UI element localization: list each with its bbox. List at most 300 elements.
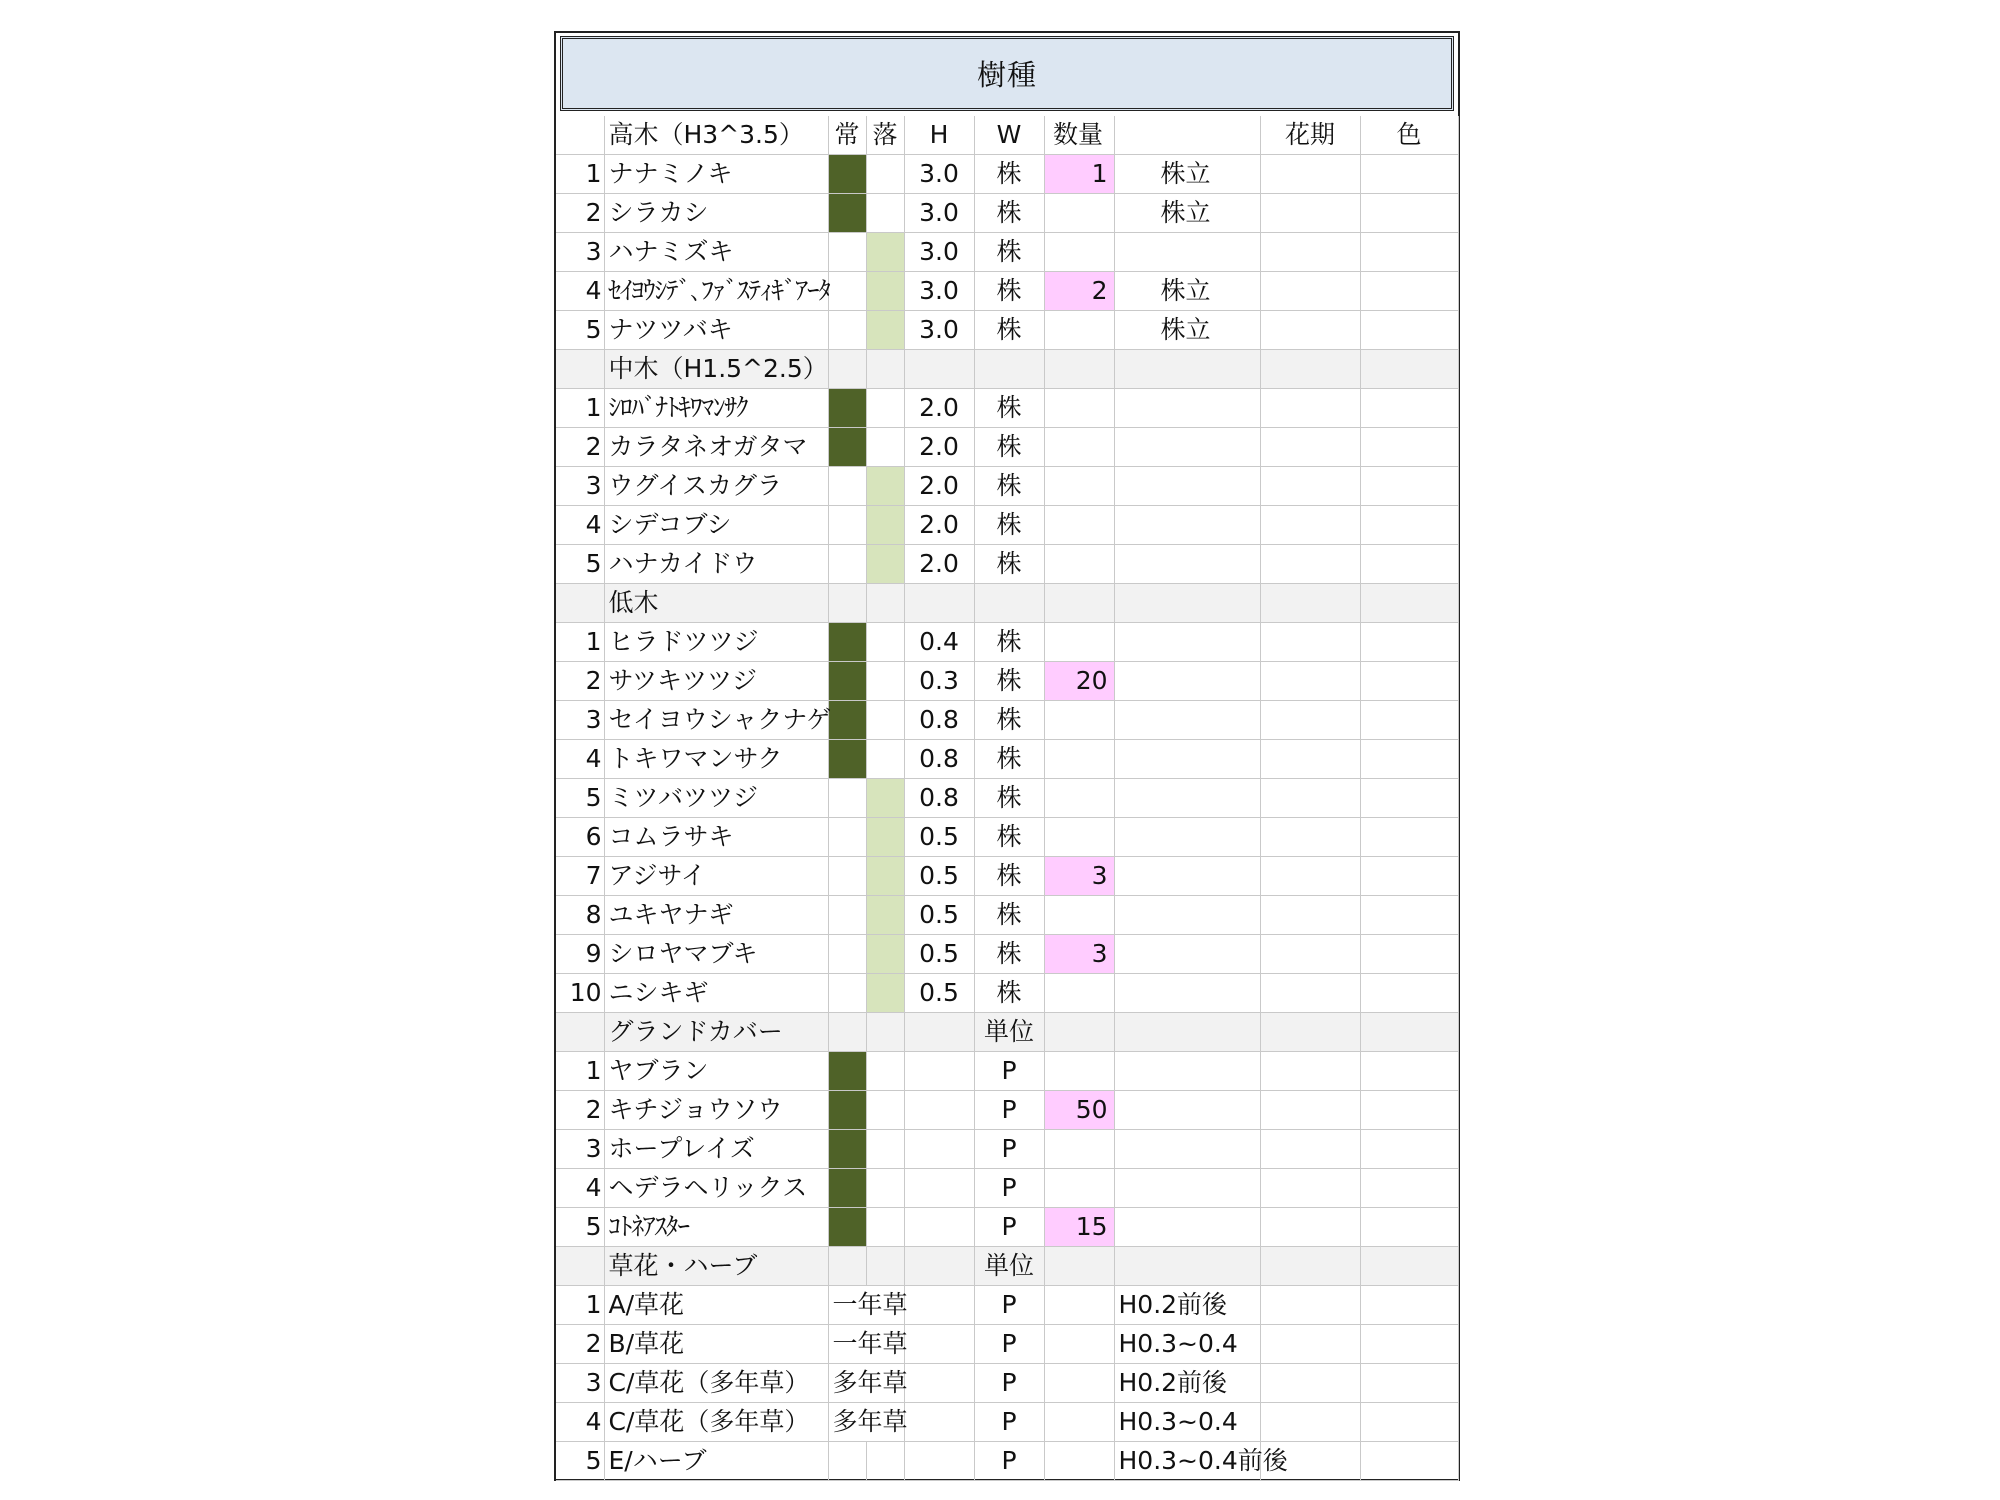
evergreen-marker [828,662,866,701]
quantity-value [1044,1364,1114,1403]
section-cell [828,350,866,389]
header-evergreen: 常 [828,116,866,155]
evergreen-marker [828,233,866,272]
height-value: 0.5 [904,974,974,1013]
row-number: 4 [556,1169,604,1208]
section-cell [1114,584,1260,623]
height-value [904,1325,974,1364]
note-value: H0.2前後 [1114,1286,1260,1325]
unit-value: P [974,1364,1044,1403]
flowering-period-value [1260,896,1360,935]
note-value [1114,545,1260,584]
row-number: 4 [556,272,604,311]
flowering-period-value [1260,662,1360,701]
species-name: シロヤマブキ [604,935,828,974]
note-value [1114,467,1260,506]
species-name: A/草花 [604,1286,828,1325]
deciduous-marker [866,389,904,428]
species-name: ハナミズキ [604,233,828,272]
note-value: H0.2前後 [1114,1364,1260,1403]
unit-value: 株 [974,896,1044,935]
flowering-period-value [1260,506,1360,545]
evergreen-marker [828,389,866,428]
quantity-value: 3 [1044,857,1114,896]
species-name: ヘデラヘリックス [604,1169,828,1208]
evergreen-marker [828,194,866,233]
species-name: カラタネオガタマ [604,428,828,467]
color-value [1360,779,1458,818]
species-name: ｼﾛﾊﾞﾅﾄｷﾜﾏﾝｻｸ [604,389,828,428]
species-name: キチジョウソウ [604,1091,828,1130]
evergreen-marker [828,428,866,467]
unit-value: 株 [974,935,1044,974]
species-name: B/草花 [604,1325,828,1364]
evergreen-marker [828,1442,866,1481]
species-name: ホープレイズ [604,1130,828,1169]
row-number: 1 [556,389,604,428]
flowering-period-value [1260,740,1360,779]
section-unit-label [974,584,1044,623]
flowering-period-value [1260,1091,1360,1130]
height-value [904,1091,974,1130]
header-h: H [904,116,974,155]
unit-value: P [974,1403,1044,1442]
unit-value: P [974,1442,1044,1481]
header-row [556,116,1458,155]
quantity-value [1044,1052,1114,1091]
unit-value: 株 [974,389,1044,428]
section-title: 草花・ハーブ [604,1247,828,1286]
section-cell [556,584,604,623]
deciduous-marker [866,740,904,779]
note-value: 株立 [1114,155,1260,194]
flowering-period-value [1260,155,1360,194]
evergreen-marker [828,935,866,974]
unit-value: P [974,1130,1044,1169]
section-cell [1044,1013,1114,1052]
row-number: 5 [556,1442,604,1481]
section-title: グランドカバー [604,1013,828,1052]
table-row [556,233,1458,272]
table-row [556,857,1458,896]
section-cell [1360,1013,1458,1052]
row-number: 10 [556,974,604,1013]
color-value [1360,545,1458,584]
color-value [1360,1130,1458,1169]
row-number: 7 [556,857,604,896]
section-unit-label [974,350,1044,389]
species-name: トキワマンサク [604,740,828,779]
section-cell [828,1013,866,1052]
evergreen-marker [828,1091,866,1130]
species-name: コムラサキ [604,818,828,857]
evergreen-marker [828,857,866,896]
section-cell [1260,584,1360,623]
deciduous-marker [866,974,904,1013]
section-title: 中木（H1.5^2.5） [604,350,828,389]
quantity-value [1044,896,1114,935]
evergreen-marker [828,155,866,194]
species-name: ハナカイドウ [604,545,828,584]
unit-value: 株 [974,311,1044,350]
evergreen-marker [828,545,866,584]
row-number: 3 [556,1130,604,1169]
deciduous-marker [866,1208,904,1247]
flowering-period-value [1260,857,1360,896]
quantity-value [1044,1130,1114,1169]
row-number: 9 [556,935,604,974]
table-row [556,155,1458,194]
color-value [1360,740,1458,779]
note-value [1114,623,1260,662]
quantity-value: 50 [1044,1091,1114,1130]
flowering-period-value [1260,272,1360,311]
note-value [1114,974,1260,1013]
unit-value: 株 [974,233,1044,272]
unit-value: P [974,1169,1044,1208]
row-number: 1 [556,155,604,194]
height-value: 2.0 [904,428,974,467]
table-row [556,701,1458,740]
height-value: 2.0 [904,389,974,428]
section-cell [556,1013,604,1052]
note-value [1114,662,1260,701]
section-cell [1114,1247,1260,1286]
evergreen-marker [828,1052,866,1091]
table-row [556,623,1458,662]
unit-value: P [974,1325,1044,1364]
unit-value: 株 [974,974,1044,1013]
table-row [556,1130,1458,1169]
unit-value: 株 [974,272,1044,311]
quantity-value: 3 [1044,935,1114,974]
table-row [556,1442,1458,1481]
height-value: 3.0 [904,194,974,233]
height-value: 2.0 [904,506,974,545]
section-cell [866,584,904,623]
color-value [1360,272,1458,311]
height-value [904,1208,974,1247]
color-value [1360,155,1458,194]
note-value [1114,506,1260,545]
note-value: 株立 [1114,272,1260,311]
species-name: セイヨウシャクナゲ [604,701,828,740]
deciduous-marker [866,1091,904,1130]
flowering-period-value [1260,545,1360,584]
flowering-period-value [1260,467,1360,506]
table-row [556,1286,1458,1325]
plant-type: 一年草 [828,1325,904,1364]
evergreen-marker [828,896,866,935]
deciduous-marker [866,545,904,584]
deciduous-marker [866,935,904,974]
section-cell [1360,350,1458,389]
table-row [556,662,1458,701]
quantity-value [1044,623,1114,662]
flowering-period-value [1260,389,1360,428]
note-value [1114,896,1260,935]
height-value: 3.0 [904,311,974,350]
quantity-value [1044,1403,1114,1442]
height-value [904,1364,974,1403]
height-value: 0.3 [904,662,974,701]
deciduous-marker [866,272,904,311]
row-number: 3 [556,1364,604,1403]
row-number: 3 [556,701,604,740]
row-number: 1 [556,1286,604,1325]
note-value [1114,701,1260,740]
row-number: 5 [556,311,604,350]
deciduous-marker [866,701,904,740]
flowering-period-value [1260,1208,1360,1247]
color-value [1360,1442,1458,1481]
color-value [1360,1325,1458,1364]
plant-type: 多年草 [828,1364,904,1403]
flowering-period-value [1260,1325,1360,1364]
table-row [556,467,1458,506]
color-value [1360,662,1458,701]
unit-value: 株 [974,857,1044,896]
note-value [1114,818,1260,857]
flowering-period-value [1260,974,1360,1013]
table-row [556,1325,1458,1364]
evergreen-marker [828,974,866,1013]
table-row [556,506,1458,545]
section-cell [904,1247,974,1286]
table-row [556,1208,1458,1247]
note-value: H0.3~0.4 [1114,1403,1260,1442]
section-row [556,584,1458,623]
note-value [1114,1169,1260,1208]
note-value [1114,857,1260,896]
species-name: アジサイ [604,857,828,896]
species-name: ウグイスカグラ [604,467,828,506]
species-table-body [556,116,1458,1481]
evergreen-marker [828,623,866,662]
species-name: C/草花（多年草） [604,1364,828,1403]
quantity-value [1044,1442,1114,1481]
section-unit-label: 単位 [974,1247,1044,1286]
species-name: シラカシ [604,194,828,233]
color-value [1360,623,1458,662]
quantity-value [1044,233,1114,272]
row-number: 8 [556,896,604,935]
height-value [904,1442,974,1481]
species-name: シデコブシ [604,506,828,545]
note-value: H0.3~0.4前後 [1114,1442,1260,1481]
evergreen-marker [828,701,866,740]
deciduous-marker [866,1052,904,1091]
note-value [1114,1091,1260,1130]
color-value [1360,701,1458,740]
height-value: 0.5 [904,818,974,857]
flowering-period-value [1260,623,1360,662]
header-deciduous: 落 [866,116,904,155]
color-value [1360,857,1458,896]
quantity-value [1044,974,1114,1013]
deciduous-marker [866,662,904,701]
species-name: ナツツバキ [604,311,828,350]
quantity-value [1044,701,1114,740]
table-row [556,1403,1458,1442]
table-row [556,974,1458,1013]
table-row [556,272,1458,311]
row-number: 4 [556,506,604,545]
color-value [1360,974,1458,1013]
note-value [1114,935,1260,974]
header-blank-2 [1114,116,1260,155]
quantity-value [1044,428,1114,467]
flowering-period-value [1260,194,1360,233]
quantity-value: 1 [1044,155,1114,194]
color-value [1360,1286,1458,1325]
unit-value: P [974,1286,1044,1325]
deciduous-marker [866,233,904,272]
height-value: 0.5 [904,857,974,896]
species-name: ミツバツツジ [604,779,828,818]
height-value: 2.0 [904,467,974,506]
section-cell [1360,1247,1458,1286]
height-value: 0.5 [904,935,974,974]
table-row [556,818,1458,857]
note-value [1114,779,1260,818]
species-name: ヒラドツツジ [604,623,828,662]
deciduous-marker [866,1169,904,1208]
row-number: 5 [556,779,604,818]
note-value [1114,1208,1260,1247]
height-value: 0.8 [904,701,974,740]
section-cell [1044,1247,1114,1286]
plant-type: 一年草 [828,1286,904,1325]
deciduous-marker [866,1130,904,1169]
deciduous-marker [866,311,904,350]
color-value [1360,428,1458,467]
section-cell [1114,1013,1260,1052]
flowering-period-value [1260,1403,1360,1442]
header-color: 色 [1360,116,1458,155]
section-cell [1044,584,1114,623]
flowering-period-value [1260,1052,1360,1091]
note-value [1114,233,1260,272]
color-value [1360,389,1458,428]
table-row [556,428,1458,467]
unit-value: 株 [974,740,1044,779]
table-row [556,311,1458,350]
unit-value: 株 [974,467,1044,506]
quantity-value [1044,194,1114,233]
evergreen-marker [828,467,866,506]
row-number: 2 [556,1091,604,1130]
quantity-value [1044,467,1114,506]
row-number: 2 [556,194,604,233]
quantity-value: 2 [1044,272,1114,311]
unit-value: 株 [974,818,1044,857]
deciduous-marker [866,623,904,662]
quantity-value [1044,311,1114,350]
section-cell [1260,1247,1360,1286]
color-value [1360,194,1458,233]
flowering-period-value [1260,1169,1360,1208]
note-value: H0.3~0.4 [1114,1325,1260,1364]
unit-value: 株 [974,662,1044,701]
deciduous-marker [866,857,904,896]
note-value [1114,740,1260,779]
table-row [556,1364,1458,1403]
unit-value: P [974,1208,1044,1247]
flowering-period-value [1260,935,1360,974]
color-value [1360,1091,1458,1130]
flowering-period-value [1260,311,1360,350]
section-cell [556,1247,604,1286]
evergreen-marker [828,272,866,311]
quantity-value [1044,389,1114,428]
evergreen-marker [828,818,866,857]
species-table [556,116,1459,1481]
species-name: ユキヤナギ [604,896,828,935]
flowering-period-value [1260,818,1360,857]
color-value [1360,896,1458,935]
evergreen-marker [828,506,866,545]
section-cell [904,1013,974,1052]
unit-value: 株 [974,194,1044,233]
section-cell [1114,350,1260,389]
height-value: 3.0 [904,233,974,272]
species-name: ヤブラン [604,1052,828,1091]
section-row [556,1247,1458,1286]
height-value: 3.0 [904,155,974,194]
section-cell [1044,350,1114,389]
deciduous-marker [866,779,904,818]
section-cell [1260,1013,1360,1052]
height-value [904,1130,974,1169]
evergreen-marker [828,311,866,350]
height-value: 0.8 [904,740,974,779]
note-value [1114,428,1260,467]
note-value [1114,1052,1260,1091]
height-value: 0.5 [904,896,974,935]
unit-value: 株 [974,623,1044,662]
color-value [1360,1169,1458,1208]
note-value [1114,1130,1260,1169]
section-cell [866,1247,904,1286]
section-row [556,1013,1458,1052]
deciduous-marker [866,818,904,857]
color-value [1360,311,1458,350]
section-cell [556,350,604,389]
row-number: 1 [556,1052,604,1091]
quantity-value [1044,545,1114,584]
section-cell [1360,584,1458,623]
row-number: 1 [556,623,604,662]
row-number: 5 [556,1208,604,1247]
height-value [904,1403,974,1442]
deciduous-marker [866,467,904,506]
evergreen-marker [828,1208,866,1247]
unit-value: P [974,1052,1044,1091]
table-row [556,194,1458,233]
deciduous-marker [866,896,904,935]
header-blank [556,116,604,155]
unit-value: P [974,1091,1044,1130]
species-name: ナナミノキ [604,155,828,194]
evergreen-marker [828,779,866,818]
color-value [1360,1403,1458,1442]
section-unit-label: 単位 [974,1013,1044,1052]
header-category: 高木（H3^3.5） [604,116,828,155]
species-name: ｺﾄﾈｱｽﾀｰ [604,1208,828,1247]
species-name: サツキツツジ [604,662,828,701]
table-row [556,1091,1458,1130]
